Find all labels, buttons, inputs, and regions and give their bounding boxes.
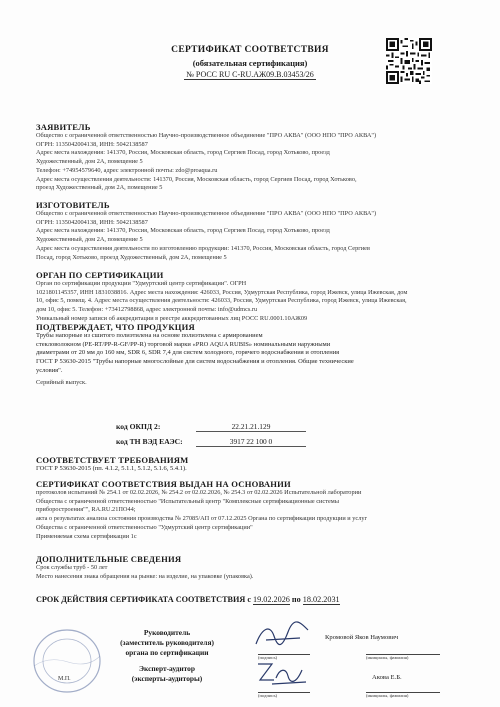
basis-line: протоколов испытаний № 254.1 от 02.02.2026, № 254.2 от 02.02.2026, № 254.3 от 02.02.2026 Испытательной лаборатории: [36, 489, 362, 496]
manufacturer-line: ОГРН: 1135042004138, ИНН: 5042138587: [36, 218, 148, 226]
expert-signature-icon: [252, 656, 314, 690]
applicant-line: проезд Художественный, дом 2А, помещение 5: [36, 184, 163, 192]
basis-line: приборостроения"", RA.RU.21ПО44;: [36, 506, 136, 514]
certification-body-line: 10, офис 5, помещ. 4. Адрес места осуществления деятельности: 426033, Россия, Удмуртская Республика, город Ижевск, улица Ижевская,: [36, 297, 407, 305]
additional-line: Срок службы труб - 50 лет: [36, 564, 108, 571]
additional-heading: ДОПОЛНИТЕЛЬНЫЕ СВЕДЕНИЯ: [36, 554, 182, 564]
expert-role: Эксперт-аудитор (эксперты-аудиторы): [131, 664, 203, 683]
tnved-label: код ТН ВЭД ЕАЭС:: [116, 437, 183, 446]
head-signature-icon: [252, 618, 314, 654]
certificate-number: № РОСС RU C-RU.АЖ09.В.03453/26: [186, 70, 314, 79]
requirements-section: [36, 455, 476, 474]
certification-body-heading: ОРГАН ПО СЕРТИФИКАЦИИ: [36, 270, 164, 280]
head-signature-caption: (подпись): [258, 654, 310, 660]
head-role: Руководитель (заместитель руководителя) органа по сертификации: [120, 628, 214, 657]
certification-body-line: Орган по сертификации продукции "Удмуртский центр сертификации". ОГРН: [36, 280, 247, 287]
product-line: стекловолокном (PE-RT/PP-R-GF/PP-R) торговой марки «PRO AQUA RUBIS» номинальными наружными: [36, 340, 331, 348]
basis-line: Общества с ограниченной ответственностью "Удмуртский центр сертификации": [36, 523, 253, 531]
product-line: условия".: [36, 366, 63, 374]
certification-body-section: [36, 270, 476, 324]
basis-line: Общества с ограниченной ответственностью "Испытательный центр "Комплексные сертификационные системы: [36, 497, 339, 505]
certificate-title: СЕРТИФИКАТ СООТВЕТСТВИЯ: [171, 45, 329, 55]
manufacturer-line: Посад, город Хотьково, проезд Художественный, дом 2А, помещение 5: [36, 253, 227, 261]
validity-to: 18.02.2031: [302, 595, 340, 604]
product-section: [36, 322, 476, 387]
certificate-subtitle: (обязательная сертификация): [192, 58, 308, 68]
head-name-caption: (инициалы, фамилия): [366, 654, 440, 660]
validity-from: 19.02.2026: [253, 595, 290, 604]
applicant-line: Общество с ограниченной ответственностью Научно-производственное объединение "ПРО АКВА" (ООО НПО "ПРО АКВА"): [36, 132, 377, 139]
applicant-line: Адрес места нахождения: 141370, Россия, Московская область, город Сергиев Посад, город Хотьково, проезд: [36, 149, 330, 157]
product-line: ГОСТ Р 53630-2015 "Трубы напорные многослойные для систем водоснабжения и отопления. Общие технические: [36, 358, 354, 366]
okpd2-value: 22.21.21.129: [196, 422, 306, 432]
basis-scheme: Применяемая схема сертификации 1с: [36, 532, 137, 540]
manufacturer-section: [36, 200, 476, 262]
validity-label: СРОК ДЕЙСТВИЯ СЕРТИФИКАТА СООТВЕТСТВИЯ с: [36, 595, 251, 604]
manufacturer-line: Адрес места нахождения: 141370, Россия, Московская область, город Сергиев Посад, город Хотьково, проезд: [36, 227, 330, 235]
certification-body-line: дом 10, офис 5. Телефон: +73412798868, адрес электронной почты: info@udmcs.ru: [36, 306, 258, 314]
product-heading: ПОДТВЕРЖДАЕТ, ЧТО ПРОДУКЦИЯ: [36, 322, 195, 332]
applicant-line: ОГРН: 1135042004138, ИНН: 5042138587: [36, 140, 148, 148]
additional-section: [36, 554, 476, 581]
product-line: Трубы напорные из сшитого полиэтилена на основе полиэтилена с армированием: [36, 332, 263, 339]
tnved-value: 3917 22 100 0: [196, 437, 306, 447]
qr-code-icon: [386, 38, 432, 84]
seal-mark-label: М.П.: [58, 676, 71, 682]
seal-stamp-icon: [28, 626, 106, 696]
basis-heading: СЕРТИФИКАТ СООТВЕТСТВИЯ ВЫДАН НА ОСНОВАНИИ: [36, 479, 291, 489]
expert-signature-caption: (подпись): [258, 692, 310, 698]
okpd2-label: код ОКПД 2:: [116, 422, 161, 431]
head-name: Кромовой Яков Наумович: [325, 634, 399, 641]
applicant-line: Телефон: +74954579640, адрес электронной почты: zdo@proaqua.ru: [36, 166, 218, 174]
manufacturer-line: Художественный, дом 2А, помещение 5: [36, 236, 143, 244]
manufacturer-heading: ИЗГОТОВИТЕЛЬ: [36, 200, 110, 210]
applicant-section: [36, 122, 476, 193]
expert-name-caption: (инициалы, фамилия): [366, 692, 440, 698]
applicant-line: Адрес места осуществления деятельности: 141370, Россия, Московская область, город Сергиев Посад, город Хотьково,: [36, 175, 357, 183]
applicant-heading: ЗАЯВИТЕЛЬ: [36, 122, 91, 132]
basis-line: акта о результатах анализа состояния производства № 27085/АП от 07.12.2025 Органа по сертификации продукции и услуг: [36, 515, 368, 523]
manufacturer-line: Общество с ограниченной ответственностью Научно-производственное объединение "ПРО АКВА" (ООО НПО "ПРО АКВА"): [36, 210, 377, 217]
additional-line: Место нанесения знака обращения на рынке: на изделие, на упаковке (упаковка).: [36, 572, 254, 580]
manufacturer-line: Адрес места осуществления деятельности по изготовлению продукции: 141370, Россия, Московская область, город Сергиев: [36, 244, 370, 252]
basis-section: [36, 479, 476, 541]
validity-line: [36, 595, 476, 604]
expert-name: Акова Е.Б.: [372, 674, 402, 681]
applicant-line: Художественный, дом 2А, помещение 5: [36, 158, 143, 166]
requirements-text: ГОСТ Р 53630-2015 (пп. 4.1.2, 5.1.1, 5.1.2, 5.1.6, 5.4.1).: [36, 465, 187, 472]
product-release: Серийный выпуск.: [36, 378, 87, 386]
certification-body-line: 1021801145357, ИНН 1831038816. Адрес места нахождения: 426033, Россия, Удмуртская Республика, город Ижевск, улица Ижевская, дом: [36, 288, 408, 296]
requirements-heading: СООТВЕТСТВУЕТ ТРЕБОВАНИЯМ: [36, 455, 189, 465]
product-line: диаметрами от 20 мм до 160 мм, SDR 6, SDR 7,4 для систем холодного, горячего водоснабжения и отопления: [36, 349, 340, 357]
validity-to-label: по: [291, 595, 301, 604]
certification-body-line: Уникальный номер записи об аккредитации в реестре аккредитованных лиц РОСС RU.0001.10АЖ09: [36, 314, 308, 322]
